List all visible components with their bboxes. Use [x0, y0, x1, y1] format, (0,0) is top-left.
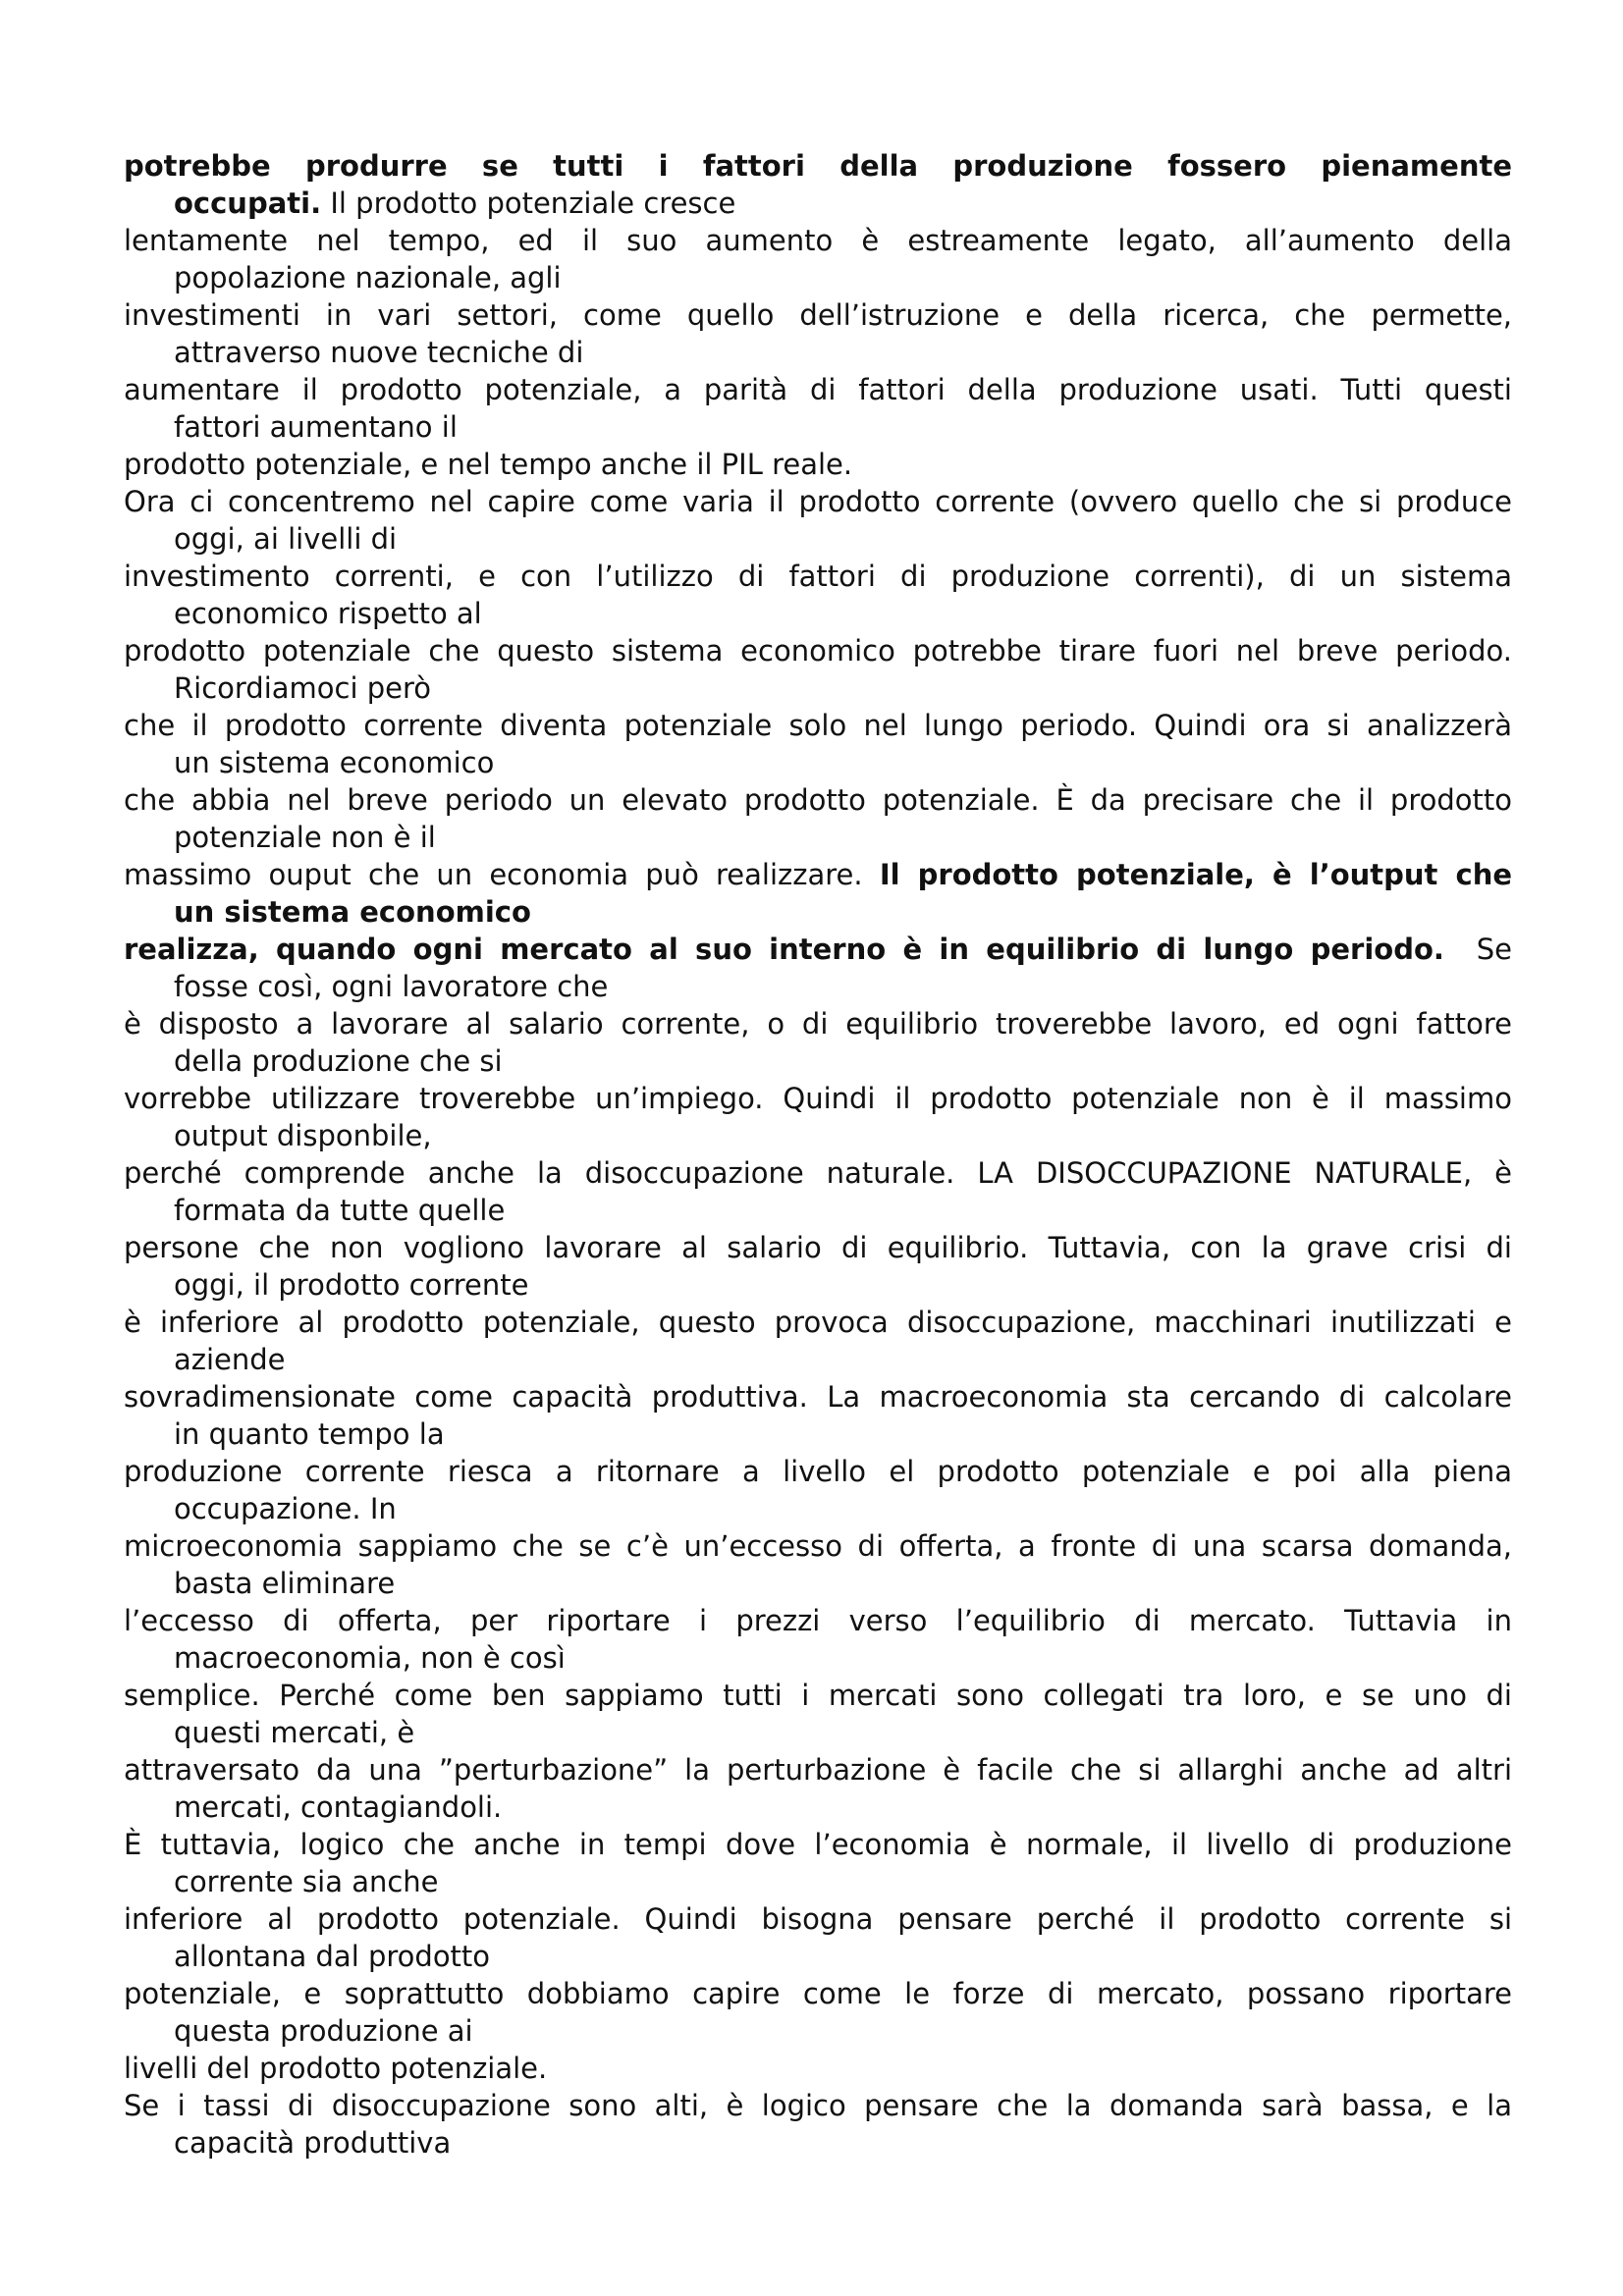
line-continuation: potenziale non è il	[174, 821, 436, 854]
line-continuation: attraverso nuove tecniche di	[174, 336, 584, 369]
paragraph-line	[124, 446, 1512, 483]
line-text: vorrebbe utilizzare troverebbe un’impiego. Quindi il prodotto potenziale non è il massimo	[124, 1082, 1512, 1115]
line-continuation: allontana dal prodotto	[174, 1940, 491, 1973]
paragraph-line	[124, 1677, 1512, 1751]
paragraph-line	[124, 296, 1512, 371]
bold-text: Il prodotto potenziale, è l’output che	[879, 858, 1513, 891]
paragraph-line	[124, 856, 1512, 931]
line-text: Ora ci concentremo nel capire come varia il prodotto corrente (ovvero quello che si produce	[124, 485, 1512, 518]
line-text: potenziale, e soprattutto dobbiamo capire come le forze di mercato, possano riportare	[124, 1977, 1512, 2010]
paragraph-line	[124, 371, 1512, 446]
paragraph-line	[124, 222, 1512, 296]
line-continuation: fosse così, ogni lavoratore che	[174, 970, 609, 1003]
line-continuation: questi mercati, è	[174, 1716, 415, 1749]
paragraph-line	[124, 1751, 1512, 1826]
line-text: Se	[1443, 933, 1513, 966]
line-text: semplice. Perché come ben sappiamo tutti i mercati sono collegati tra loro, e se uno di	[124, 1679, 1512, 1712]
paragraph-line	[124, 1826, 1512, 1900]
line-text: lentamente nel tempo, ed il suo aumento è estreamente legato, all’aumento della	[124, 224, 1512, 257]
line-continuation: formata da tutte quelle	[174, 1194, 506, 1227]
bold-text: occupati.	[174, 187, 322, 220]
line-text: prodotto potenziale che questo sistema economico potrebbe tirare fuori nel breve periodo.	[124, 634, 1512, 667]
line-continuation: capacità produttiva	[174, 2126, 452, 2160]
paragraph-line	[124, 2087, 1512, 2162]
paragraph-line	[124, 1453, 1512, 1527]
paragraph-line	[124, 1005, 1512, 1080]
line-text: che il prodotto corrente diventa potenziale solo nel lungo periodo. Quindi ora si analizzerà	[124, 709, 1512, 742]
line-text: perché comprende anche la disoccupazione naturale. LA DISOCCUPAZIONE NATURALE, è	[124, 1156, 1512, 1190]
line-continuation: popolazione nazionale, agli	[174, 261, 562, 294]
paragraph-line	[124, 147, 1512, 222]
line-text: microeconomia sappiamo che se c’è un’eccesso di offerta, a fronte di una scarsa domanda,	[124, 1529, 1512, 1563]
line-text: che abbia nel breve periodo un elevato prodotto potenziale. È da precisare che il prodotto	[124, 783, 1512, 817]
line-text: investimento correnti, e con l’utilizzo di fattori di produzione correnti), di un sistema	[124, 560, 1512, 593]
line-text: aumentare il prodotto potenziale, a parità di fattori della produzione usati. Tutti questi	[124, 373, 1512, 406]
line-text: Se i tassi di disoccupazione sono alti, è logico pensare che la domanda sarà bassa, e la	[124, 2089, 1512, 2122]
line-text: attraversato da una ”perturbazione” la perturbazione è facile che si allarghi anche ad altri	[124, 1753, 1512, 1787]
line-continuation: oggi, il prodotto corrente	[174, 1268, 529, 1302]
paragraph-line	[124, 483, 1512, 558]
line-continuation: macroeconomia, non è così	[174, 1641, 566, 1675]
paragraph-line	[124, 2050, 1512, 2087]
line-continuation: output disponbile,	[174, 1119, 432, 1152]
line-text	[124, 147, 1512, 185]
line-continuation: questa produzione ai	[174, 2014, 473, 2048]
bold-text: realizza, quando ogni mercato al suo interno è in equilibrio di lungo periodo.	[124, 933, 1444, 966]
paragraph-line	[124, 1602, 1512, 1677]
line-text	[124, 856, 1512, 893]
paragraph-line	[124, 1304, 1512, 1378]
line-text: persone che non vogliono lavorare al salario di equilibrio. Tuttavia, con la grave crisi di	[124, 1231, 1512, 1264]
line-text	[124, 931, 1512, 968]
bold-text: potrebbe produrre se tutti i fattori della produzione fossero pienamente	[124, 149, 1512, 183]
paragraph-line	[124, 1154, 1512, 1229]
line-continuation: in quanto tempo la	[174, 1417, 445, 1451]
line-continuation	[124, 185, 1512, 222]
paragraph-line	[124, 558, 1512, 632]
bold-text: un sistema economico	[174, 895, 531, 929]
paragraph-line	[124, 1527, 1512, 1602]
paragraph-line	[124, 781, 1512, 856]
line-continuation: corrente sia anche	[174, 1865, 439, 1898]
paragraph-line	[124, 1900, 1512, 1975]
paragraph-line	[124, 707, 1512, 781]
line-text: Il prodotto potenziale cresce	[321, 187, 736, 220]
paragraph-line	[124, 1975, 1512, 2050]
paragraph-line	[124, 1229, 1512, 1304]
line-text: inferiore al prodotto potenziale. Quindi bisogna pensare perché il prodotto corrente si	[124, 1902, 1512, 1936]
line-text: È tuttavia, logico che anche in tempi dove l’economia è normale, il livello di produzione	[124, 1828, 1512, 1861]
line-text: massimo ouput che un economia può realizzare.	[124, 858, 880, 891]
line-continuation: occupazione. In	[174, 1492, 397, 1525]
line-text: produzione corrente riesca a ritornare a livello el prodotto potenziale e poi alla piena	[124, 1455, 1512, 1488]
line-text: prodotto potenziale, e nel tempo anche il PIL reale.	[124, 448, 853, 481]
paragraph-line	[124, 1080, 1512, 1154]
line-continuation: oggi, ai livelli di	[174, 522, 398, 556]
paragraph-line	[124, 1378, 1512, 1453]
line-continuation: aziende	[174, 1343, 286, 1376]
line-text: è inferiore al prodotto potenziale, questo provoca disoccupazione, macchinari inutilizzati e	[124, 1306, 1512, 1339]
line-continuation: un sistema economico	[174, 746, 495, 779]
line-continuation: basta eliminare	[174, 1567, 396, 1600]
line-continuation: Ricordiamoci però	[174, 671, 432, 705]
line-continuation: economico rispetto al	[174, 597, 482, 630]
line-text: sovradimensionate come capacità produttiva. La macroeconomia sta cercando di calcolare	[124, 1380, 1512, 1414]
line-continuation: fattori aumentano il	[174, 410, 458, 444]
document-page	[124, 147, 1512, 2162]
line-continuation	[124, 893, 1512, 931]
line-continuation: della produzione che si	[174, 1044, 503, 1078]
line-text: l’eccesso di offerta, per riportare i prezzi verso l’equilibrio di mercato. Tuttavia in	[124, 1604, 1512, 1637]
line-continuation: mercati, contagiandoli.	[174, 1790, 503, 1824]
line-text: investimenti in vari settori, come quello dell’istruzione e della ricerca, che permette,	[124, 298, 1512, 332]
line-text: livelli del prodotto potenziale.	[124, 2052, 548, 2085]
line-text: è disposto a lavorare al salario corrente, o di equilibrio troverebbe lavoro, ed ogni fattore	[124, 1007, 1512, 1041]
paragraph-line	[124, 931, 1512, 1005]
paragraph-line	[124, 632, 1512, 707]
